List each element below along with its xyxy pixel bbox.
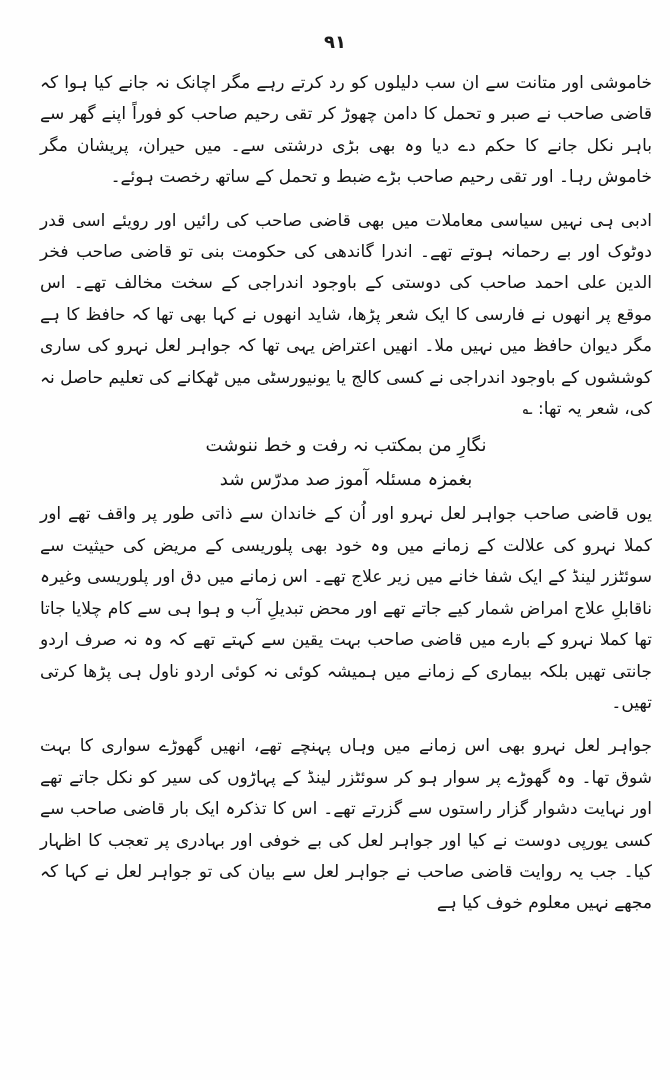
paragraph-4: جواہر لعل نہرو بھی اس زمانے میں وہاں پہنچے تھے، انھیں گھوڑے سواری کا بہت شوق تھا۔ وہ گھوڑے پر سوار ہو کر سوئٹزر لینڈ کے پہاڑوں کی سیر کو نکل جاتے تھے اور نہایت دشوار گزار راستوں سے گزرتے تھے۔ اس کا تذکرہ ایک بار قاضی صاحب سے کسی یورپی دوست نے کیا اور جواہر لعل کی بے خوفی اور بہادری پر تعجب کا اظہار کیا۔ جب یہ روایت قاضی صاحب نے جواہر لعل سے بیان کی تو جواہر لعل نے کہا کہ مجھے نہیں معلوم خوف کیا ہے [40, 736, 652, 914]
couplet-line-1: نگارِ من بمکتب نہ رفت و خط ننوشت [205, 435, 487, 457]
couplet-line-2: بغمزہ مسئلہ آموز صد مدرّس شد [219, 469, 473, 491]
page-number: ۹۱ [324, 32, 346, 53]
page-body [40, 68, 652, 920]
paragraph-1: خاموشی اور متانت سے ان سب دلیلوں کو رد کرتے رہے مگر اچانک نہ جانے کیا ہوا کہ قاضی صاحب نے صبر و تحمل کا دامن چھوڑ کر تقی رحیم صاحب کو فوراً اپنے گھر سے باہر نکل جانے کا حکم دے دیا وہ بھی بڑی درشتی سے۔ میں حیران، پریشان مگر خاموش رہا۔ اور تقی رحیم صاحب بڑے ضبط و تحمل کے ساتھ رخصت ہوئے۔ [40, 73, 652, 188]
persian-couplet [40, 429, 652, 497]
paragraph-2: ادبی ہی نہیں سیاسی معاملات میں بھی قاضی صاحب کی رائیں اور رویئے اسی قدر دوٹوک اور بے رحمانہ ہوتے تھے۔ اندرا گاندھی کی حکومت بنی تو قاضی صاحب فخر الدین علی احمد صاحب کی دوستی کے باوجود اندراجی کے سخت مخالف تھے۔ اس موقع پر انھوں نے فارسی کا ایک شعر پڑھا، شاید انھوں نے کہا بھی تھا کہ حافظ کا ہے مگر دیوان حافظ میں نہیں ملا۔ انھیں اعتراض یہی تھا کہ جواہر لعل نہرو کی ساری کوششوں کے باوجود اندراجی نے کسی کالج یا یونیورسٹی میں ٹھکانے کی تعلیم حاصل نہ کی، شعر یہ تھا: ؎ [40, 210, 652, 420]
paragraph-3: یوں قاضی صاحب جواہر لعل نہرو اور اُن کے خاندان سے ذاتی طور پر واقف تھے اور کملا نہرو کی علالت کے زمانے میں وہ خود بھی پلوریسی کے مریض کی حیثیت سے سوئٹزر لینڈ کے ایک شفا خانے میں زیر علاج تھے۔ اس زمانے میں دق اور پلوریسی وغیرہ ناقابلِ علاج امراض شمار کیے جاتے تھے اور محض تبدیلِ آب و ہوا ہی سے کام چلایا جاتا تھا کملا نہرو کے بارے میں قاضی صاحب بہت یقین سے کہتے تھے کہ وہ نہ صرف اردو جانتی تھیں بلکہ بیماری کے زمانے میں ہمیشہ کوئی نہ کوئی اردو ناول ہی پڑھا کرتی تھیں۔ [40, 504, 652, 713]
